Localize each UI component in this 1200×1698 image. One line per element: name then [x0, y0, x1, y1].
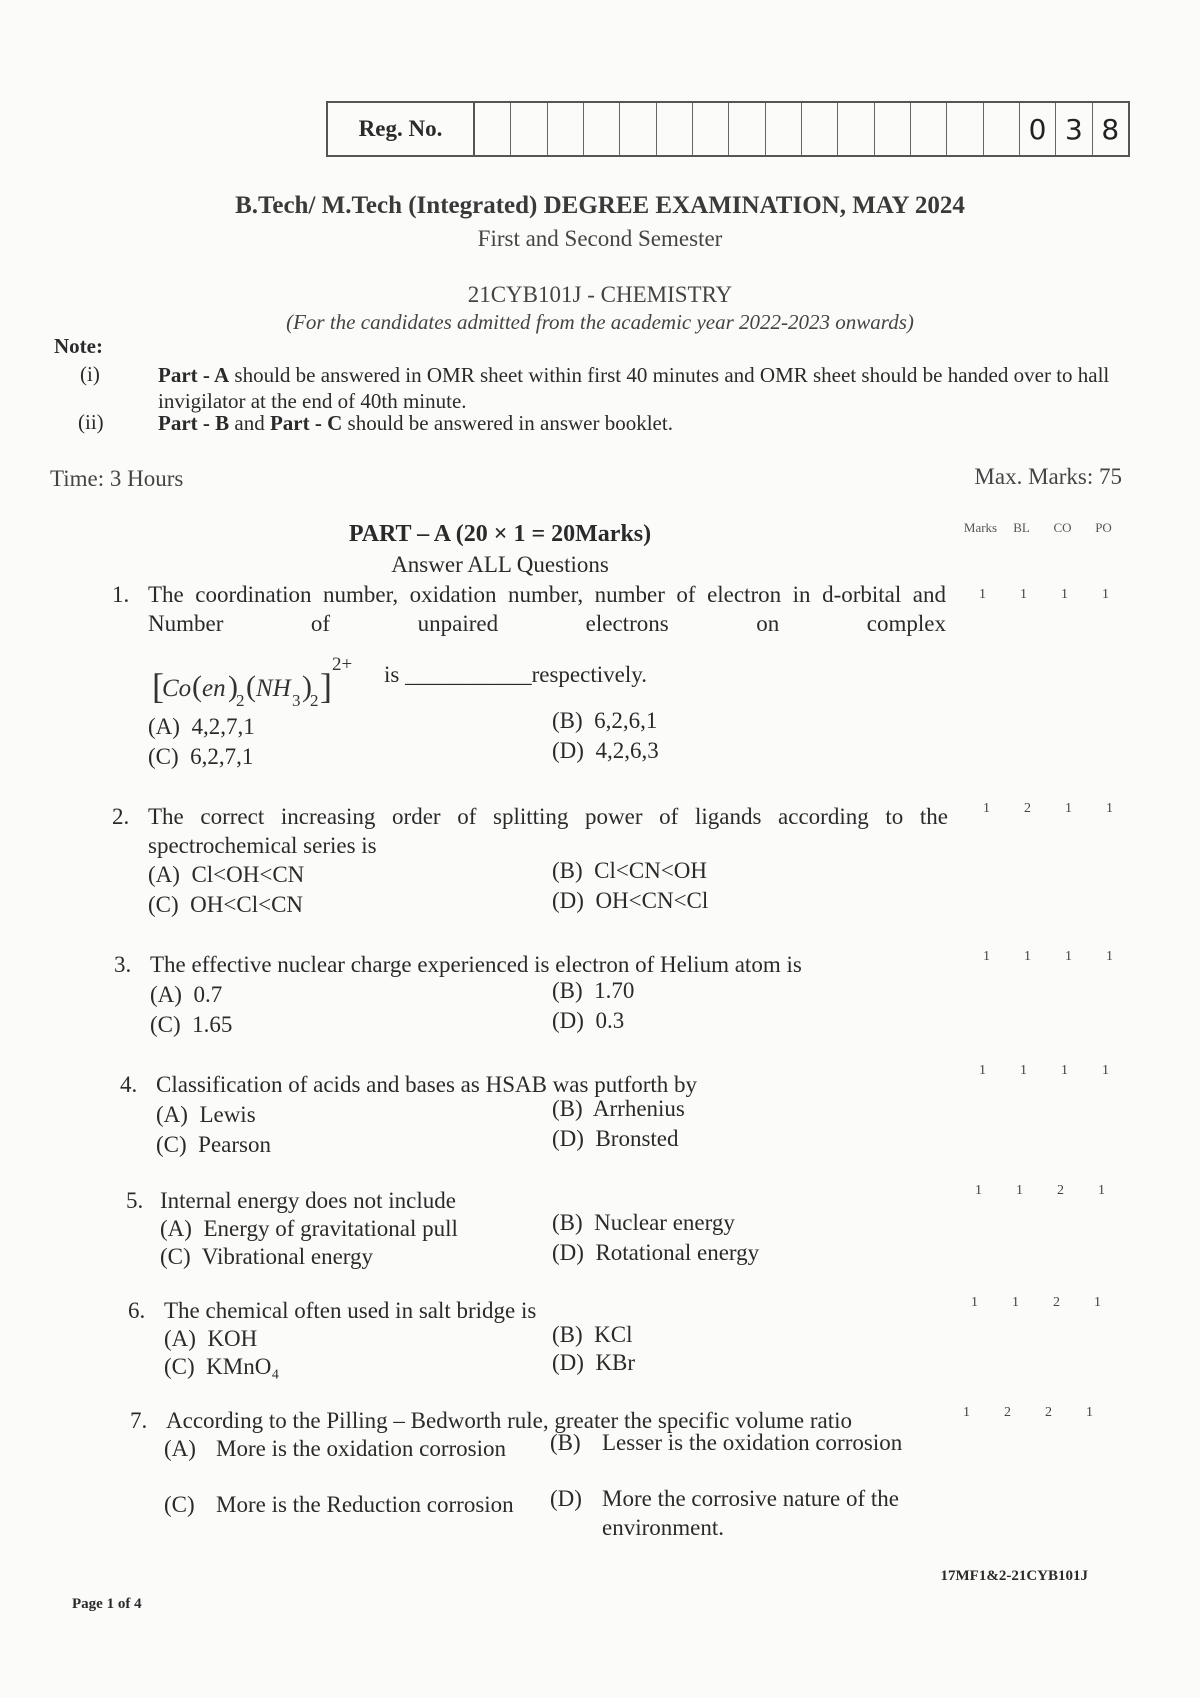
col-po: PO [1095, 520, 1112, 535]
option-d: (D) Rotational energy [552, 1240, 760, 1265]
option-b-text: 1.70 [594, 978, 635, 1003]
option-c-text: 6,2,7,1 [190, 744, 254, 769]
question-number: 4. [120, 1072, 138, 1097]
course-title: 21CYB101J - CHEMISTRY [467, 282, 733, 307]
option-c-text: More is the Reduction corrosion [216, 1492, 514, 1517]
col-marks: Marks [963, 520, 998, 535]
note-num: (ii) [78, 410, 104, 434]
po-value: 1 [1102, 1063, 1109, 1078]
marks-row [962, 580, 1126, 609]
svg-text:Co: Co [162, 675, 192, 702]
option-c: (C) 6,2,7,1 [148, 744, 254, 769]
question-text: The effective nuclear charge experienced is electron of Helium atom is [150, 952, 802, 977]
option-d-text: Bronsted [595, 1126, 679, 1151]
reg-cell [875, 103, 911, 155]
marks-row [958, 1176, 1122, 1205]
option-a-text: Energy of gravitational pull [203, 1216, 458, 1241]
co-value: 2 [1053, 1295, 1060, 1310]
option-a-text: Cl<OH<CN [191, 862, 305, 887]
marks-row [954, 1288, 1118, 1317]
po-value: 1 [1094, 1295, 1101, 1310]
note-num: (i) [80, 362, 100, 386]
note-lead: Part - B [158, 411, 230, 435]
option-c-text: Pearson [198, 1132, 271, 1157]
bl-value: 2 [1004, 1405, 1011, 1420]
marks-value: 1 [983, 801, 990, 816]
reg-no-label: Reg. No. [328, 103, 475, 155]
note-mid: and [229, 411, 270, 435]
co-value: 1 [1061, 1063, 1068, 1078]
option-c: (C) OH<Cl<CN [148, 892, 304, 917]
option-a-text: KOH [207, 1326, 258, 1351]
part-a-title: PART – A (20 × 1 = 20Marks) [348, 521, 652, 547]
po-value: 1 [1106, 801, 1113, 816]
option-d-text: 0.3 [595, 1008, 625, 1033]
co-value: 2 [1045, 1405, 1052, 1420]
option-b-text: Arrhenius [592, 1096, 685, 1121]
question-text: The chemical often used in salt bridge is [164, 1298, 537, 1323]
svg-text:3: 3 [292, 691, 301, 710]
option-d: (D) KBr [552, 1350, 636, 1375]
option-d: (D) Bronsted [552, 1126, 679, 1151]
option-d: (D) More the corrosive nature of the environment. [550, 1484, 930, 1542]
option-c: (C) 1.65 [150, 1012, 233, 1037]
marks-columns-header [960, 520, 1124, 536]
option-c: (C) More is the Reduction corrosion [164, 1490, 544, 1519]
part-a-subtitle: Answer ALL Questions [391, 552, 609, 577]
reg-cell [475, 103, 511, 155]
complex-formula [148, 650, 388, 714]
reg-cell [947, 103, 983, 155]
col-bl: BL [1013, 520, 1030, 535]
option-d-text: KBr [595, 1350, 636, 1375]
option-a-text: Lewis [199, 1102, 256, 1127]
svg-text:): ) [302, 670, 312, 703]
option-c: (C) Pearson [156, 1132, 271, 1157]
reg-cell [729, 103, 765, 155]
paper-code: 17MF1&2-21CYB101J [940, 1568, 1088, 1584]
marks-value: 1 [963, 1405, 970, 1420]
option-c: (C) Vibrational energy [160, 1244, 374, 1269]
option-b: (B) KCl [552, 1322, 633, 1347]
marks-row [966, 794, 1130, 823]
option-d-text: 4,2,6,3 [595, 738, 659, 763]
reg-cell [802, 103, 838, 155]
marks-value: 1 [983, 949, 990, 964]
co-value: 2 [1057, 1183, 1064, 1198]
question-text: The correct increasing order of splitting power of ligands according to the spectrochemical series is [148, 804, 948, 858]
svg-text:]: ] [320, 666, 332, 706]
bl-value: 2 [1024, 801, 1031, 816]
option-b-text: Nuclear energy [594, 1210, 735, 1235]
marks-row [946, 1398, 1110, 1427]
po-value: 1 [1106, 949, 1113, 964]
option-c-text: 1.65 [192, 1012, 233, 1037]
option-a-text: 0.7 [193, 982, 223, 1007]
col-co: CO [1053, 520, 1072, 535]
option-d: (D) 0.3 [552, 1008, 625, 1033]
note-lead: Part - A [158, 363, 230, 387]
time-label: Time: 3 Hours [50, 466, 184, 491]
option-a: (A) 0.7 [150, 982, 223, 1007]
option-a: (A) 4,2,7,1 [148, 714, 255, 739]
question-number: 1. [112, 582, 130, 607]
option-c: (C) KMnO₄ [164, 1354, 280, 1379]
question-number: 2. [112, 804, 130, 829]
co-value: 1 [1065, 801, 1072, 816]
option-b: (B) Cl<CN<OH [552, 858, 708, 883]
svg-text:2+: 2+ [332, 654, 353, 675]
reg-cell [693, 103, 729, 155]
option-b-text: Cl<CN<OH [594, 858, 708, 883]
svg-text:[: [ [152, 666, 164, 706]
reg-cell [838, 103, 874, 155]
svg-text:): ) [228, 670, 238, 703]
option-a: (A) KOH [164, 1326, 258, 1351]
reg-cell [620, 103, 656, 155]
option-b: (B) Nuclear energy [552, 1210, 735, 1235]
exam-semester: First and Second Semester [477, 226, 723, 251]
option-b: (B) Lesser is the oxidation corrosion [550, 1428, 930, 1457]
option-b: (B) 1.70 [552, 978, 635, 1003]
option-a: (A) More is the oxidation corrosion [164, 1434, 544, 1463]
marks-value: 1 [975, 1183, 982, 1198]
po-value: 1 [1086, 1405, 1093, 1420]
option-b-text: KCl [594, 1322, 633, 1347]
po-value: 1 [1102, 587, 1109, 602]
po-value: 1 [1098, 1183, 1105, 1198]
question-text: According to the Pilling – Bedworth rule, greater the specific volume ratio [166, 1408, 852, 1433]
question-number: 3. [114, 952, 132, 977]
question-text: Classification of acids and bases as HSAB was putforth by [156, 1072, 698, 1097]
admitted-note: (For the candidates admitted from the academic year 2022-2023 onwards) [286, 310, 914, 334]
reg-cell [984, 103, 1020, 155]
option-d: (D) OH<CN<Cl [552, 888, 709, 913]
exam-title: B.Tech/ M.Tech (Integrated) DEGREE EXAMINATION, MAY 2024 [235, 192, 965, 219]
option-a: (A) Lewis [156, 1102, 256, 1127]
option-b-text: 6,2,6,1 [594, 708, 658, 733]
note-item [158, 410, 1124, 436]
note-label: Note: [54, 334, 103, 358]
option-d: (D) 4,2,6,3 [552, 738, 659, 763]
max-marks-label: Max. Marks: 75 [974, 464, 1122, 489]
reg-cell [511, 103, 547, 155]
reg-cell: 8 [1101, 112, 1120, 146]
marks-row [966, 942, 1130, 971]
reg-cell [548, 103, 584, 155]
note-item [158, 362, 1124, 414]
svg-text:(: ( [246, 670, 256, 703]
reg-cell: 0 [1020, 103, 1056, 155]
reg-cell [584, 103, 620, 155]
co-value: 1 [1061, 587, 1068, 602]
bl-value: 1 [1012, 1295, 1019, 1310]
marks-value: 1 [979, 1063, 986, 1078]
option-a-text: 4,2,7,1 [191, 714, 255, 739]
reg-no-box [326, 101, 1130, 157]
svg-text:2: 2 [310, 691, 319, 710]
page-number: Page 1 of 4 [72, 1596, 142, 1612]
bl-value: 1 [1020, 1063, 1027, 1078]
marks-value: 1 [979, 587, 986, 602]
option-d-text: Rotational energy [595, 1240, 760, 1265]
reg-cell: 3 [1056, 103, 1092, 155]
question-text: Internal energy does not include [160, 1188, 456, 1213]
option-b-text: Lesser is the oxidation corrosion [602, 1430, 903, 1455]
option-b: (B) 6,2,6,1 [552, 708, 658, 733]
marks-row [962, 1056, 1126, 1085]
note-lead: Part - C [269, 411, 343, 435]
svg-text:en: en [202, 675, 226, 702]
option-a: (A) Cl<OH<CN [148, 862, 305, 887]
marks-value: 1 [971, 1295, 978, 1310]
question-number: 6. [128, 1298, 146, 1323]
note-body: should be answered in OMR sheet within first 40 minutes and OMR sheet should be handed over to hall invigilator at the end of 40th minute. [158, 363, 1110, 413]
option-d-text: OH<CN<Cl [595, 888, 709, 913]
option-c-text: OH<Cl<CN [190, 892, 304, 917]
option-d-text: More the corrosive nature of the environment. [602, 1486, 899, 1540]
question-text: The coordination number, oxidation number, number of electron in d-orbital and Number of unpaired electrons on complex [148, 582, 946, 636]
reg-cell [657, 103, 693, 155]
co-value: 1 [1065, 949, 1072, 964]
reg-cell [766, 103, 802, 155]
svg-text:NH: NH [256, 675, 291, 702]
question-text-cont: is ___________respectively. [384, 662, 647, 687]
bl-value: 1 [1016, 1183, 1023, 1198]
svg-text:(: ( [192, 670, 202, 703]
bl-value: 1 [1020, 587, 1027, 602]
question-number: 5. [126, 1188, 144, 1213]
option-a-text: More is the oxidation corrosion [216, 1436, 507, 1461]
option-c-text: KMnO₄ [206, 1354, 280, 1379]
question-number: 7. [130, 1408, 148, 1433]
option-c-text: Vibrational energy [201, 1244, 374, 1269]
note-body: should be answered in answer booklet. [342, 411, 673, 435]
option-b: (B) Arrhenius [552, 1096, 685, 1121]
option-a: (A) Energy of gravitational pull [160, 1216, 458, 1241]
bl-value: 1 [1024, 949, 1031, 964]
reg-cell [911, 103, 947, 155]
svg-text:2: 2 [236, 691, 245, 710]
